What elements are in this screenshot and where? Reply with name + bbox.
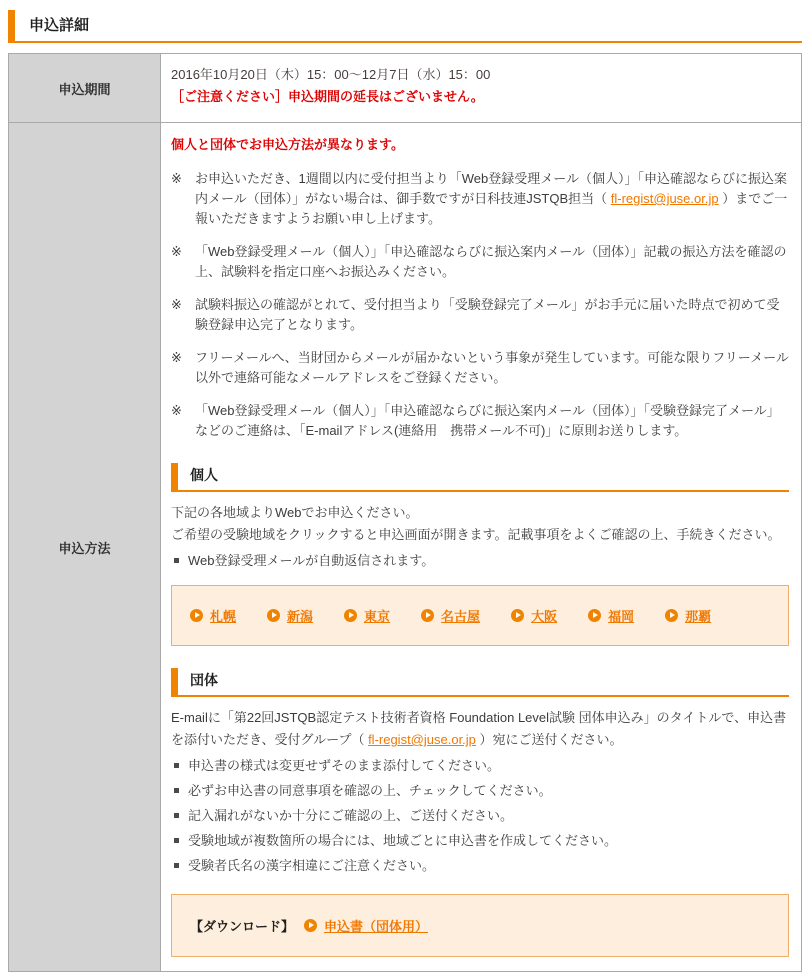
group-intro-text: E-mailに「第22回JSTQB認定テスト技術者資格 Foundation Level試験 団体申込み」のタイトルで、申込書を添付いただき、受付グループ（: [171, 710, 787, 747]
arrow-circle-icon: [344, 609, 357, 622]
method-label-cell: 申込方法: [9, 123, 161, 972]
region-link-label: 那覇: [685, 609, 712, 624]
period-warning: ［ご注意ください］申込期間の延長はございません。: [171, 89, 484, 104]
region-link-fukuoka[interactable]: [588, 606, 634, 625]
page-title-block: [8, 10, 802, 43]
region-link-naha[interactable]: [665, 606, 711, 625]
square-bullet-icon: [174, 863, 179, 868]
group-bullet: [171, 781, 789, 801]
note-item: [171, 348, 789, 388]
arrow-circle-icon: [267, 609, 280, 622]
method-row: [9, 123, 802, 972]
bullet-text: 受験地域が複数箇所の場合には、地域ごとに申込書を作成してください。: [188, 833, 618, 848]
period-row: [9, 54, 802, 123]
arrow-circle-icon: [304, 919, 317, 932]
download-box: [171, 894, 789, 957]
note-text: 「Web登録受理メール（個人）」「申込確認ならびに振込案内メール（団体）」「受験登録完了メール」などのご連絡は、「E-mailアドレス(連絡用 携帯メール不可)」に原則お送りします。: [195, 403, 780, 438]
period-date: 2016年10月20日（木）15：00～12月7日（水）15：00: [171, 67, 491, 82]
note-text: フリーメールへ、当財団からメールが届かないという事象が発生しています。可能な限りフリーメール以外で連絡可能なメールアドレスをご登録ください。: [195, 350, 789, 385]
bullet-text: 必ずお申込書の同意事項を確認の上、チェックしてください。: [188, 783, 552, 798]
method-intro: 個人と団体でお申込方法が異なります。: [171, 137, 404, 152]
note-text: 試験料振込の確認がとれて、受付担当より「受験登録完了メール」がお手元に届いた時点で初めて受験登録申込完了となります。: [195, 297, 780, 332]
arrow-circle-icon: [588, 609, 601, 622]
arrow-circle-icon: [511, 609, 524, 622]
method-content-cell: [161, 123, 802, 972]
note-marker: ※: [171, 350, 182, 365]
region-link-label: 新潟: [287, 609, 314, 624]
square-bullet-icon: [174, 813, 179, 818]
group-bullet: [171, 756, 789, 776]
individual-line: ご希望の受験地域をクリックすると申込画面が開きます。記載事項をよくご確認の上、手続きください。: [171, 527, 781, 542]
auto-reply-bullet: [171, 551, 789, 571]
region-link-sapporo[interactable]: [190, 606, 236, 625]
note-text: 「Web登録受理メール（個人）」「申込確認ならびに振込案内メール（団体）」記載の振込方法を確認の上、試験料を指定口座へお振込みください。: [195, 244, 787, 279]
group-bullet: [171, 831, 789, 851]
bullet-text: 申込書の様式は変更せずそのまま添付してください。: [188, 758, 501, 773]
region-link-niigata[interactable]: [267, 606, 313, 625]
note-item: [171, 295, 789, 335]
region-link-label: 東京: [364, 609, 391, 624]
download-label: 【ダウンロード】: [190, 919, 295, 934]
note-text: ）までご一報いただきますようお願い申し上げます。: [195, 191, 788, 226]
square-bullet-icon: [174, 763, 179, 768]
section-individual-title: 個人: [190, 467, 218, 483]
square-bullet-icon: [174, 788, 179, 793]
title-accent-bar-icon: [8, 10, 15, 41]
group-intro-text: ）宛にご送付ください。: [475, 732, 623, 747]
region-link-label: 福岡: [608, 609, 635, 624]
note-marker: ※: [171, 171, 182, 186]
note-text: お申込いただき、1週間以内に受付担当より「Web登録受理メール（個人）」「申込確認ならびに振込案内メール（団体）」がない場合は、御手数ですが日科技連JSTQB担当（: [195, 171, 787, 206]
arrow-circle-icon: [665, 609, 678, 622]
note-item: [171, 401, 789, 441]
period-label-cell: 申込期間: [9, 54, 161, 123]
arrow-circle-icon: [190, 609, 203, 622]
square-bullet-icon: [174, 838, 179, 843]
group-bullet: [171, 806, 789, 826]
region-link-label: 大阪: [531, 609, 558, 624]
details-table: [8, 53, 802, 972]
section-individual-header: [171, 463, 789, 492]
note-marker: ※: [171, 403, 182, 418]
group-intro: [171, 707, 789, 751]
note-item: [171, 169, 789, 229]
region-link-tokyo[interactable]: [344, 606, 390, 625]
group-bullet: [171, 856, 789, 876]
page-title: 申込詳細: [29, 17, 90, 34]
bullet-text: 記入漏れがないか十分にご確認の上、ご送付ください。: [188, 808, 514, 823]
region-link-label: 札幌: [210, 609, 237, 624]
section-accent-bar-icon: [171, 668, 178, 695]
section-group-header: [171, 668, 789, 697]
region-links-box: [171, 585, 789, 646]
section-accent-bar-icon: [171, 463, 178, 490]
region-link-osaka[interactable]: [511, 606, 557, 625]
group-email-link[interactable]: fl-regist@juse.or.jp: [368, 732, 476, 747]
download-link[interactable]: [304, 916, 428, 935]
bullet-text: 受験者氏名の漢字相違にご注意ください。: [188, 858, 436, 873]
note-marker: ※: [171, 244, 182, 259]
email-link[interactable]: fl-regist@juse.or.jp: [610, 191, 719, 206]
bullet-text: Web登録受理メールが自動返信されます。: [188, 553, 435, 568]
square-bullet-icon: [174, 558, 179, 563]
individual-line: 下記の各地域よりWebでお申込ください。: [171, 505, 419, 520]
region-link-nagoya[interactable]: [421, 606, 480, 625]
arrow-circle-icon: [421, 609, 434, 622]
region-link-label: 名古屋: [441, 609, 481, 624]
note-item: [171, 242, 789, 282]
section-group-title: 団体: [190, 672, 218, 688]
note-marker: ※: [171, 297, 182, 312]
period-value-cell: [161, 54, 802, 123]
download-link-label: 申込書（団体用）: [324, 919, 429, 934]
